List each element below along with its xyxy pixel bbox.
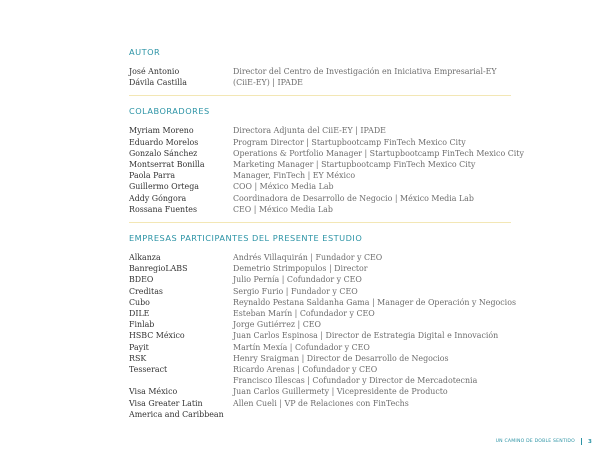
credit-row <box>129 274 511 285</box>
credit-role: Martín Mexía | Cofundador y CEO <box>233 342 370 352</box>
credit-row <box>129 204 511 215</box>
section-title-empresas: EMPRESAS PARTICIPANTES DEL PRESENTE ESTUDIO <box>129 233 363 244</box>
section-title-autor: AUTOR <box>129 47 161 57</box>
credit-role: Program Director | Startupbootcamp FinTech Mexico City <box>233 137 466 147</box>
credit-name <box>129 375 233 386</box>
credit-row <box>129 125 511 136</box>
credit-role: (CiiE-EY) | IPADE <box>233 78 303 88</box>
credit-role: Ricardo Arenas | Cofundador y CEO <box>233 365 378 375</box>
credit-role: Director del Centro de Investigación en Iniciativa Empresarial-EY <box>233 67 497 76</box>
section-title-colaboradores: COLABORADORES <box>129 106 210 117</box>
credit-role: Operations & Portfolio Manager | Startupbootcamp FinTech Mexico City <box>233 148 524 158</box>
credit-row <box>129 170 511 181</box>
credit-name: HSBC México <box>129 331 185 341</box>
credit-name: Alkanza <box>129 253 161 263</box>
credit-row <box>129 375 511 386</box>
credit-row <box>129 353 511 364</box>
credit-name: José Antonio <box>129 67 180 76</box>
credit-role: Allen Cueli | VP de Relaciones con FinTechs <box>233 398 409 408</box>
credit-name: Finlab <box>129 320 155 330</box>
credit-role: Demetrio Strimpopulos | Director <box>233 264 368 274</box>
credit-row <box>129 409 511 420</box>
page-number: 3 <box>587 438 592 445</box>
credit-row <box>129 319 511 330</box>
credit-name: Montserrat Bonilla <box>129 160 205 170</box>
footer-separator <box>581 438 582 445</box>
page-footer <box>496 438 592 445</box>
credit-name: Eduardo Morelos <box>129 137 199 147</box>
credit-row <box>129 263 511 274</box>
credit-name: America and Caribbean <box>129 409 224 419</box>
section-divider <box>129 95 511 96</box>
empresas-rows <box>129 252 516 420</box>
credit-name: Addy Góngora <box>129 193 187 203</box>
credit-role: Marketing Manager | Startupbootcamp FinTech Mexico City <box>233 160 476 170</box>
credit-row <box>129 137 511 148</box>
credit-name: BDEO <box>129 275 154 285</box>
credit-name: Rossana Fuentes <box>129 204 197 214</box>
section-autor <box>129 47 511 88</box>
credit-role: COO | México Media Lab <box>233 182 334 192</box>
section-empresas <box>129 233 516 420</box>
credit-role: Reynaldo Pestana Saldanha Gama | Manager de Operación y Negocios <box>233 297 516 307</box>
credit-name: Dávila Castilla <box>129 78 187 88</box>
credit-name: Guillermo Ortega <box>129 182 199 192</box>
credit-role: Manager, FinTech | EY México <box>233 171 356 181</box>
credit-name: DILE <box>129 309 150 319</box>
autor-rows <box>129 66 511 88</box>
credit-row <box>129 193 511 204</box>
credit-role: Esteban Marín | Cofundador y CEO <box>233 309 375 319</box>
credit-row <box>129 297 516 308</box>
credit-row <box>129 386 511 397</box>
credit-row <box>129 308 511 319</box>
credit-name: Payit <box>129 342 149 352</box>
credit-name: RSK <box>129 353 147 363</box>
credit-row <box>129 342 511 353</box>
credit-name: Cubo <box>129 297 150 307</box>
credit-row <box>129 181 511 192</box>
credit-row <box>129 77 511 88</box>
credit-row <box>129 286 511 297</box>
credit-row <box>129 252 511 263</box>
credit-role: Jorge Gutiérrez | CEO <box>233 320 321 330</box>
credit-row <box>129 330 511 341</box>
credit-name: Creditas <box>129 286 163 296</box>
credit-name: Paola Parra <box>129 171 176 181</box>
credit-row <box>129 66 511 77</box>
credit-row <box>129 159 511 170</box>
credit-name: Visa México <box>129 387 178 397</box>
credit-row <box>129 398 511 409</box>
credit-name: Gonzalo Sánchez <box>129 148 198 158</box>
credit-row <box>129 364 511 375</box>
credit-role: Directora Adjunta del CiiE-EY | IPADE <box>233 126 386 136</box>
credits-content <box>129 47 524 420</box>
colaboradores-rows <box>129 125 524 215</box>
credit-role: Sergio Furio | Fundador y CEO <box>233 286 358 296</box>
credit-name: Myriam Moreno <box>129 126 194 136</box>
credit-role: CEO | México Media Lab <box>233 204 333 214</box>
credit-role: Coordinadora de Desarrollo de Negocio | México Media Lab <box>233 193 474 203</box>
credit-role: Julio Pernía | Cofundador y CEO <box>233 275 362 285</box>
credit-role: Andrés Villaquirán | Fundador y CEO <box>233 253 383 263</box>
credit-name: BanregioLABS <box>129 264 188 274</box>
credit-role: Juan Carlos Guillermety | Vicepresidente de Producto <box>233 387 448 397</box>
credit-role: Henry Sraigman | Director de Desarrollo de Negocios <box>233 353 449 363</box>
section-divider <box>129 222 511 223</box>
footer-title: UN CAMINO DE DOBLE SENTIDO <box>495 439 575 444</box>
credit-row <box>129 148 524 159</box>
credit-name: Visa Greater Latin <box>129 398 203 408</box>
section-colaboradores <box>129 106 524 215</box>
credit-role <box>233 409 511 420</box>
credit-name: Tesseract <box>129 365 168 375</box>
credit-role: Francisco Illescas | Cofundador y Director de Mercadotecnia <box>233 376 478 386</box>
credit-role: Juan Carlos Espinosa | Director de Estrategia Digital e Innovación <box>233 331 499 341</box>
